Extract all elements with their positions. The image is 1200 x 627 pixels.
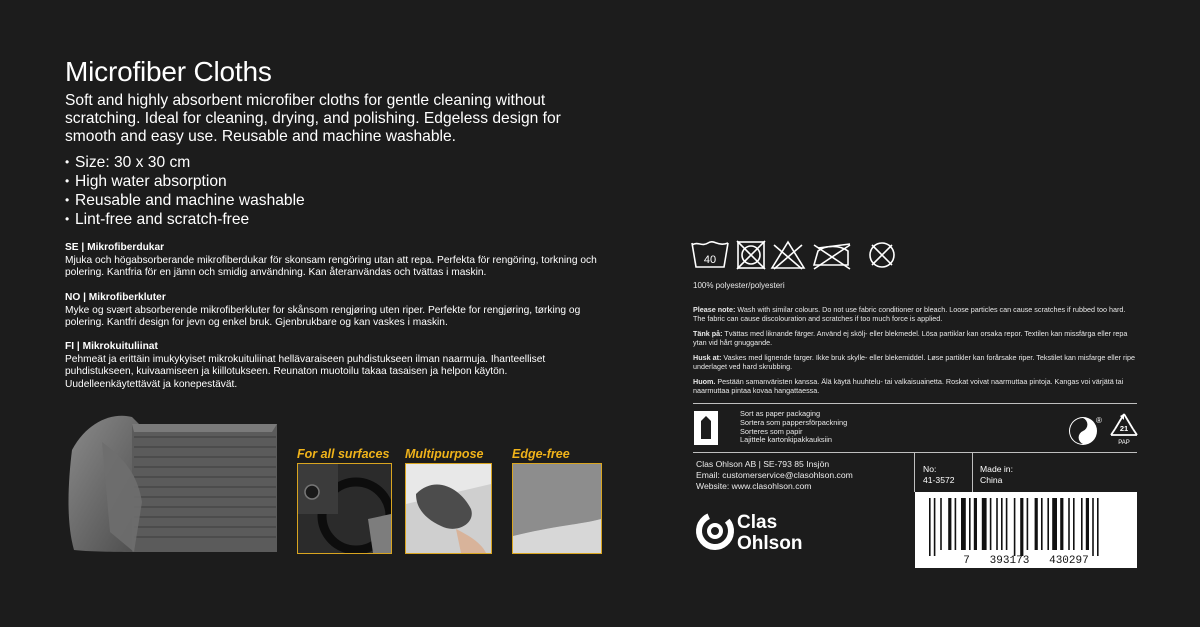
language-code: NO [65,292,81,303]
language-text: Mjuka och högabsorberande mikrofiberdukar för skonsam rengöring utan att repa. Perfekta för rengöring, torkning och polering. Kantfria för en jämn och smidig användning. Kan återanvändas och tvättas i maskin. [65,254,597,279]
made-in-label: Made in: [980,464,1013,474]
sort-line: Sortera som pappersförpackning [740,417,848,427]
sort-instructions [740,410,847,445]
photo-label: Edge-free [512,447,570,461]
language-block-se: SE | Mikrofiberdukar Mjuka och högabsorberande mikrofiberdukar för skonsam rengöring utan att repa. Perfekta för rengöring, torkning och polering. Kantfria för en jämn och smidig användning. Kan återanvändas och tvättas i maskin. [65,242,605,280]
product-intro: Soft and highly absorbent microfiber cloths for gentle cleaning without scratching. Ideal for cleaning, drying, and polishing. Edgeless design for smooth and easy use. Reusable and machine washable. [65,92,561,145]
barcode-bar [1047,498,1049,550]
barcode [915,492,1137,568]
barcode-bar [969,498,971,550]
care-note-label: Please note: [693,305,736,314]
barcode-bar [1001,498,1003,550]
barcode-bar [1073,498,1075,550]
cloth-stack-image [62,402,284,560]
photo-car-interior [297,463,392,554]
sort-line: Sort as paper packaging [740,409,821,418]
pap-recycling-icon [1106,411,1142,451]
paper-carton-icon [694,411,718,445]
care-note [693,305,1139,324]
barcode-bar [1014,498,1016,556]
green-dot-icon [1067,413,1107,449]
barcode-bar [934,498,936,556]
feature-list [65,153,305,229]
care-note-label: Husk at: [693,353,722,362]
divider [972,452,973,492]
wash-temp-label: 40 [703,254,717,266]
no-iron-icon [814,244,850,269]
barcode-bar [1035,498,1038,550]
barcode-bar [940,498,942,550]
language-block-fi: FI | Mikrokuituliinat Pehmeät ja erittäin imukykyiset mikrokuituliinat hellävaraiseen puhdistukseen ilman naarmuja. Ihanteelliset puhdistukseen, kuivaamiseen ja kiillotukseen. Reunaton muotoilu takaa tasaisen ja helpon käytön. Uudelleenkäytettävät ja konepestävät. [65,341,605,391]
barcode-bar [982,498,987,550]
feature-item: • Lint-free and scratch-free [65,210,305,229]
feature-item: • High water absorption [65,172,305,191]
material-text: 100% polyester/polyesteri [693,281,785,290]
barcode-bar [1086,498,1089,550]
care-note-text: Vaskes med lignende farger. Ikke bruk skylle- eller blekemiddel. Løse partikler kan forårsake riper. Tekstilet kan misfarge eller ripe underlaget ved hard skrubbing. [693,353,1135,372]
language-heading: Mikrofiberdukar [87,242,165,253]
no-bleach-icon [772,242,804,269]
sort-line: Sorteres som papir [740,426,803,436]
care-note-label: Tänk på: [693,329,723,338]
language-code: FI [65,341,75,352]
barcode-bar [996,498,998,550]
divider [693,452,1137,453]
barcode-bar [1081,498,1083,550]
barcode-bar [1006,498,1008,550]
article-number [923,464,955,486]
pap-code: 21 [1119,424,1129,433]
care-note [693,377,1139,396]
registered-mark: ® [1096,416,1102,425]
barcode-bar [1041,498,1043,550]
barcode-bar [974,498,977,550]
care-note [693,329,1139,348]
care-note-text: Pestään samanväristen kanssa. Älä käytä huuhtelu- tai valkaisuainetta. Roskat voivat naarmuttaa pintoja. Kangas voi värjätä tai naarmuttaa pintaa kovaa hangattaessa. [693,377,1124,396]
company-website: Website: www.clasohlson.com [696,481,812,492]
divider [693,403,1137,404]
barcode-bar [1092,498,1094,556]
article-number-value: 41-3572 [923,475,955,486]
barcode-bar [948,498,951,550]
barcode-bar [1027,498,1029,550]
made-in [980,464,1013,486]
feature-item: • Size: 30 x 30 cm [65,153,305,172]
barcode-bar [1060,498,1063,550]
barcode-bar [1068,498,1070,550]
language-heading: Mikrofiberkluter [88,292,166,303]
made-in-value: China [980,475,1003,486]
barcode-bar [990,498,992,550]
barcode-bar [961,498,966,550]
language-text: Pehmeät ja erittäin imukykyiset mikrokuituliinat hellävaraiseen puhdistukseen ilman naarmuja. Ihanteelliset puhdistukseen, kuivaamiseen ja kiillotukseen. Reunaton muotoilu takaa tasaisen ja helpon käytön. Uudelleenkäytettävät ja konepestävät. [65,353,546,390]
photo-edge-free [512,463,602,554]
barcode-bar [1020,498,1023,556]
article-number-label: No: [923,464,937,474]
language-block-no: NO | Mikrofiberkluter Myke og svært absorberende mikrofiberkluter for skånsom rengjøring uten riper. Perfekte for rengjøring, tørking og polering. Kantfri design for jevn og enkel bruk. Gjenbrukbare og kan vaskes i maskin. [65,292,605,330]
no-tumble-dry-icon [737,241,765,269]
care-note [693,353,1139,372]
care-note-label: Huom. [693,377,716,386]
product-title: Microfiber Cloths [65,56,272,87]
logo-text: Clas [737,512,778,533]
barcode-bar [1052,498,1057,550]
barcode-number: 7 393173 430297 [963,555,1089,567]
care-symbols [690,239,910,271]
photo-label: For all surfaces [297,447,390,461]
barcode-bar [1097,498,1099,556]
clas-ohlson-logo [693,508,823,559]
photo-multipurpose [405,463,492,554]
company-email: Email: customerservice@clasohlson.com [696,470,853,481]
pap-label: PAP [1118,440,1130,446]
language-code: SE [65,242,79,253]
care-note-text: Wash with similar colours. Do not use fabric conditioner or bleach. Loose particles can cause scratches if rubbed too hard. The fabric can cause discolouration and scratches if too much force is applied. [693,305,1126,324]
care-note-text: Tvättas med liknande färger. Använd ej skölj- eller blekmedel. Lösa partiklar kan orsaka repor. Textilen kan missfärga eller repa ytan vid hårt gnuggande. [693,329,1128,348]
company-address: Clas Ohlson AB | SE-793 85 Insjön [696,459,830,469]
barcode-bar [955,498,957,550]
sort-line: Lajittele kartonkipakkauksiin [740,435,833,445]
language-heading: Mikrokuituliinat [82,341,158,352]
company-info [696,459,853,493]
barcode-bar [929,498,931,556]
photo-label: Multipurpose [405,447,484,461]
language-text: Myke og svært absorberende mikrofiberkluter for skånsom rengjøring uten riper. Perfekte for rengjøring, tørking og polering. Kantfri design for jevn og enkel bruk. Gjenbrukbare og kan vaskes i maskin. [65,304,581,329]
no-dry-clean-icon [870,243,894,267]
divider [914,452,915,492]
feature-item: • Reusable and machine washable [65,191,305,210]
logo-text: Ohlson [737,533,803,554]
